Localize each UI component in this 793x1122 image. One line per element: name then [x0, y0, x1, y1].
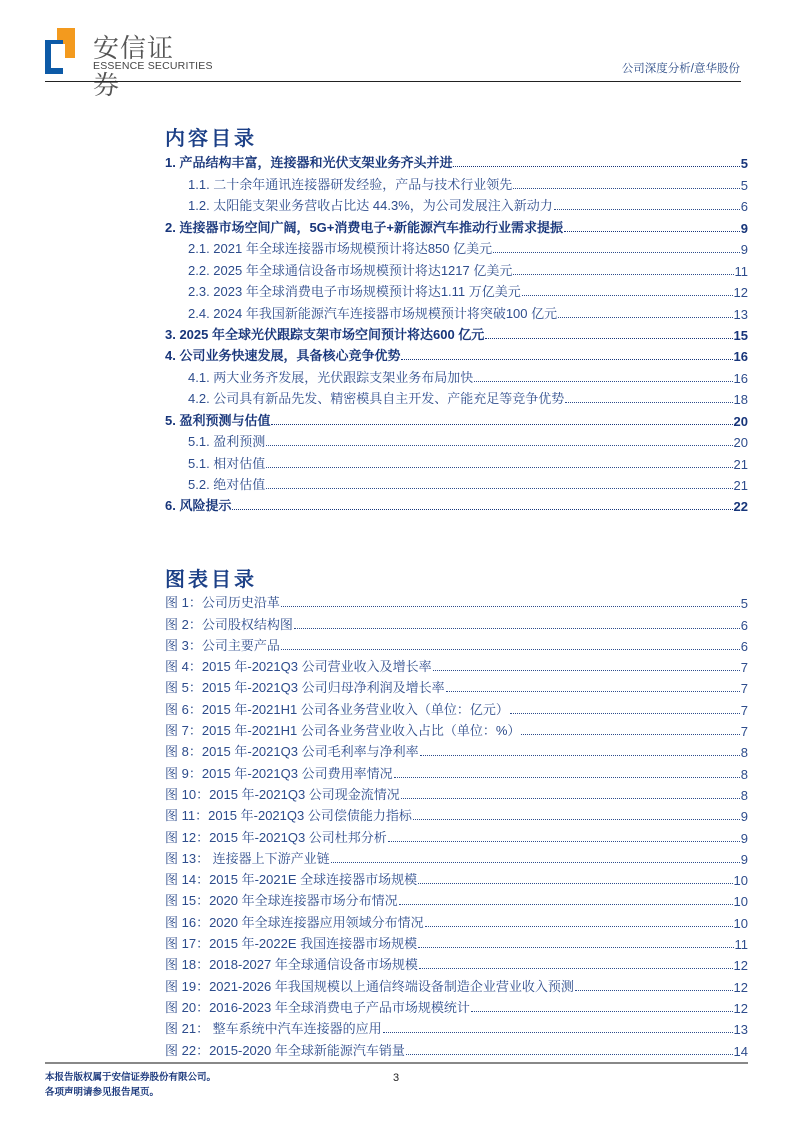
figure-entry-page: 12 — [733, 958, 748, 974]
figure-entry[interactable] — [165, 931, 748, 952]
toc-entry-label: 2.2. 2025 年全球通信设备市场规模预计将达1217 亿美元 — [188, 262, 513, 278]
dot-leader — [420, 755, 740, 756]
dot-leader — [513, 188, 739, 189]
dot-leader — [493, 252, 740, 253]
toc-entry[interactable] — [165, 279, 748, 300]
toc-entry[interactable] — [165, 150, 748, 171]
toc-title: 内容目录 — [165, 126, 257, 150]
figure-entry[interactable] — [165, 675, 748, 696]
toc-entry-page: 21 — [733, 456, 748, 472]
toc-entry[interactable] — [165, 257, 748, 278]
figure-entry-label: 图 8：2015 年-2021Q3 公司毛利率与净利率 — [165, 744, 419, 760]
figure-entry-page: 10 — [733, 894, 748, 910]
dot-leader — [331, 862, 740, 863]
figure-entry-page: 12 — [733, 979, 748, 995]
figure-entry[interactable] — [165, 867, 748, 888]
figure-entry[interactable] — [165, 739, 748, 760]
figure-entry[interactable] — [165, 633, 748, 654]
figure-entry[interactable] — [165, 995, 748, 1016]
dot-leader — [513, 274, 733, 275]
toc-entry[interactable] — [165, 386, 748, 407]
dot-leader — [425, 926, 733, 927]
toc-entry[interactable] — [165, 236, 748, 257]
figure-entry-label: 图 20：2016-2023 年全球消费电子产品市场规模统计 — [165, 999, 470, 1015]
toc-entry-page: 20 — [733, 413, 748, 429]
toc-entry-page: 6 — [740, 199, 748, 215]
figure-entry-page: 8 — [740, 745, 748, 761]
toc-entry-label: 6. 风险提示 — [165, 498, 232, 514]
dot-leader — [471, 1011, 733, 1012]
table-of-contents — [165, 150, 748, 514]
toc-entry-page: 9 — [740, 242, 748, 258]
figure-entry-page: 5 — [740, 596, 748, 612]
figure-entry[interactable] — [165, 888, 748, 909]
toc-entry-label: 2.4. 2024 年我国新能源汽车连接器市场规模预计将突破100 亿元 — [188, 305, 558, 321]
dot-leader — [510, 713, 740, 714]
toc-entry-page: 18 — [733, 392, 748, 408]
figure-entry-page: 9 — [740, 851, 748, 867]
toc-entry-label: 1.2. 太阳能支架业务营收占比达 44.3%，为公司发展注入新动力 — [188, 198, 553, 214]
figure-entry[interactable] — [165, 803, 748, 824]
dot-leader — [271, 424, 732, 425]
figure-entry-label: 图 22：2015-2020 年全球新能源汽车销量 — [165, 1042, 405, 1058]
figure-entry[interactable] — [165, 590, 748, 611]
toc-entry-label: 5.1. 相对估值 — [188, 455, 266, 471]
figure-entry-label: 图 4：2015 年-2021Q3 公司营业收入及增长率 — [165, 659, 432, 675]
figure-entry[interactable] — [165, 1037, 748, 1058]
toc-entry-label: 2.1. 2021 年全球连接器市场规模预计将达850 亿美元 — [188, 241, 493, 257]
dot-leader — [413, 819, 740, 820]
figure-entry-label: 图 16：2020 年全球连接器应用领域分布情况 — [165, 914, 424, 930]
figure-entry-label: 图 18：2018-2027 年全球通信设备市场规模 — [165, 957, 418, 973]
dot-leader — [401, 798, 740, 799]
toc-entry-page: 11 — [734, 263, 748, 279]
figure-entry[interactable] — [165, 696, 748, 717]
toc-entry-label: 4.2. 公司具有新品先发、精密模具自主开发、产能充足等竞争优势 — [188, 391, 565, 407]
dot-leader — [419, 968, 733, 969]
dot-leader — [565, 402, 732, 403]
logo-mark-icon — [45, 28, 75, 74]
dot-leader — [266, 488, 732, 489]
toc-entry-page: 5 — [740, 177, 748, 193]
toc-entry[interactable] — [165, 493, 748, 514]
dot-leader — [453, 166, 739, 167]
figure-entry-label: 图 3：公司主要产品 — [165, 637, 280, 653]
dot-leader — [485, 338, 732, 339]
logo-text-cn: 安信证券 — [93, 34, 175, 101]
dot-leader — [383, 1032, 733, 1033]
dot-leader — [399, 904, 733, 905]
figure-entry[interactable] — [165, 782, 748, 803]
figure-entry-page: 7 — [740, 724, 748, 740]
figure-entry-label: 图 11：2015 年-2021Q3 公司偿债能力指标 — [165, 808, 412, 824]
footer-divider — [45, 1062, 748, 1064]
figure-entry-page: 7 — [740, 681, 748, 697]
figure-entry-label: 图 12：2015 年-2021Q3 公司杜邦分析 — [165, 829, 387, 845]
toc-entry[interactable] — [165, 364, 748, 385]
figure-entry-page: 12 — [733, 1000, 748, 1016]
figure-entry-page: 8 — [740, 766, 748, 782]
figure-entry[interactable] — [165, 909, 748, 930]
figure-entry-label: 图 1：公司历史沿革 — [165, 595, 280, 611]
dot-leader — [521, 734, 739, 735]
figure-entry-page: 7 — [740, 702, 748, 718]
figure-entry[interactable] — [165, 824, 748, 845]
figure-entry[interactable] — [165, 1016, 748, 1037]
dot-leader — [406, 1054, 733, 1055]
toc-entry-page: 9 — [740, 220, 748, 236]
dot-leader — [401, 359, 732, 360]
dot-leader — [446, 691, 740, 692]
dot-leader — [266, 467, 732, 468]
toc-entry-label: 1.1. 二十余年通讯连接器研发经验，产品与技术行业领先 — [188, 176, 513, 192]
figure-entry-label: 图 5：2015 年-2021Q3 公司归母净利润及增长率 — [165, 680, 445, 696]
disclaimer-text: 各项声明请参见报告尾页。 — [45, 1087, 160, 1098]
toc-entry-page: 22 — [733, 499, 748, 515]
figure-entry-page: 9 — [740, 809, 748, 825]
figures-title: 图表目录 — [165, 567, 257, 591]
figure-entry[interactable] — [165, 846, 748, 867]
toc-entry-page: 20 — [733, 435, 748, 451]
dot-leader — [281, 606, 740, 607]
toc-entry-label: 2. 连接器市场空间广阔，5G+消费电子+新能源汽车推动行业需求提振 — [165, 219, 563, 235]
toc-entry[interactable] — [165, 472, 748, 493]
toc-entry-page: 5 — [740, 156, 748, 172]
dot-leader — [554, 209, 740, 210]
figure-entry-page: 6 — [740, 638, 748, 654]
figure-entry-label: 图 9：2015 年-2021Q3 公司费用率情况 — [165, 765, 393, 781]
figure-entry-page: 10 — [733, 915, 748, 931]
figure-entry-label: 图 19：2021-2026 年我国规模以上通信终端设备制造企业营业收入预测 — [165, 978, 574, 994]
figure-entry[interactable] — [165, 973, 748, 994]
toc-entry[interactable] — [165, 171, 748, 192]
dot-leader — [558, 317, 732, 318]
figure-entry-label: 图 2：公司股权结构图 — [165, 616, 293, 632]
toc-entry-page: 21 — [733, 478, 748, 493]
toc-entry-label: 5.1. 盈利预测 — [188, 434, 266, 450]
toc-entry-label: 4. 公司业务快速发展，具备核心竞争优势 — [165, 348, 401, 364]
toc-entry[interactable] — [165, 300, 748, 321]
toc-entry[interactable] — [165, 343, 748, 364]
toc-entry-label: 5. 盈利预测与估值 — [165, 412, 271, 428]
figure-entry-page: 7 — [740, 660, 748, 676]
logo-text-en: ESSENCE SECURITIES — [93, 60, 213, 72]
figure-entry-label: 图 6：2015 年-2021H1 公司各业务营业收入（单位：亿元） — [165, 701, 509, 717]
figure-list — [165, 590, 748, 1059]
figure-entry-label: 图 7：2015 年-2021H1 公司各业务营业收入占比（单位：%） — [165, 723, 521, 739]
dot-leader — [388, 841, 740, 842]
toc-entry-page: 16 — [733, 370, 748, 386]
figure-entry[interactable] — [165, 654, 748, 675]
figure-entry-label: 图 21： 整车系统中汽车连接器的应用 — [165, 1021, 382, 1037]
figure-entry-page: 9 — [740, 830, 748, 846]
dot-leader — [394, 777, 740, 778]
figure-entry-label: 图 14：2015 年-2021E 全球连接器市场规模 — [165, 872, 418, 888]
toc-entry-label: 5.2. 绝对估值 — [188, 477, 266, 492]
dot-leader — [474, 381, 732, 382]
toc-entry[interactable] — [165, 429, 748, 450]
toc-entry-label: 3. 2025 年全球光伏跟踪支架市场空间预计将达600 亿元 — [165, 326, 485, 342]
page-number: 3 — [393, 1072, 400, 1084]
dot-leader — [281, 649, 740, 650]
dot-leader — [522, 295, 733, 296]
figure-entry-label: 图 13： 连接器上下游产业链 — [165, 850, 330, 866]
figure-entry-label: 图 17：2015 年-2022E 我国连接器市场规模 — [165, 936, 418, 952]
dot-leader — [418, 947, 733, 948]
toc-entry[interactable] — [165, 214, 748, 235]
dot-leader — [418, 883, 732, 884]
figure-entry[interactable] — [165, 952, 748, 973]
toc-entry-label: 1. 产品结构丰富，连接器和光伏支架业务齐头并进 — [165, 155, 453, 171]
toc-entry-page: 16 — [733, 349, 748, 365]
toc-entry-label: 2.3. 2023 年全球消费电子市场规模预计将达1.11 万亿美元 — [188, 284, 521, 300]
figure-entry-page: 10 — [733, 873, 748, 889]
toc-entry[interactable] — [165, 193, 748, 214]
toc-entry-page: 12 — [733, 285, 748, 301]
figure-entry-label: 图 10：2015 年-2021Q3 公司现金流情况 — [165, 786, 400, 802]
figure-entry-page: 13 — [733, 1022, 748, 1038]
toc-entry-page: 13 — [733, 306, 748, 322]
figure-entry[interactable] — [165, 718, 748, 739]
figure-entry-page: 6 — [740, 617, 748, 633]
figure-entry[interactable] — [165, 611, 748, 632]
toc-entry-label: 4.1. 两大业务齐发展，光伏跟踪支架业务布局加快 — [188, 369, 474, 385]
figure-entry-label: 图 15：2020 年全球连接器市场分布情况 — [165, 893, 398, 909]
figure-entry[interactable] — [165, 760, 748, 781]
toc-entry[interactable] — [165, 407, 748, 428]
dot-leader — [294, 628, 740, 629]
figure-entry-page: 14 — [733, 1043, 748, 1059]
dot-leader — [232, 509, 732, 510]
dot-leader — [575, 990, 733, 991]
toc-entry[interactable] — [165, 322, 748, 343]
dot-leader — [564, 231, 740, 232]
dot-leader — [266, 445, 732, 446]
toc-entry-page: 15 — [733, 327, 748, 343]
footer-notice — [45, 1070, 216, 1100]
dot-leader — [433, 670, 740, 671]
toc-entry[interactable] — [165, 450, 748, 471]
copyright-text: 本报告版权属于安信证券股份有限公司。 — [45, 1072, 217, 1083]
company-logo — [45, 28, 213, 101]
figure-entry-page: 11 — [734, 937, 748, 953]
figure-entry-page: 8 — [740, 787, 748, 803]
header-divider — [45, 81, 741, 82]
report-type: 公司深度分析/意华股份 — [621, 63, 740, 75]
